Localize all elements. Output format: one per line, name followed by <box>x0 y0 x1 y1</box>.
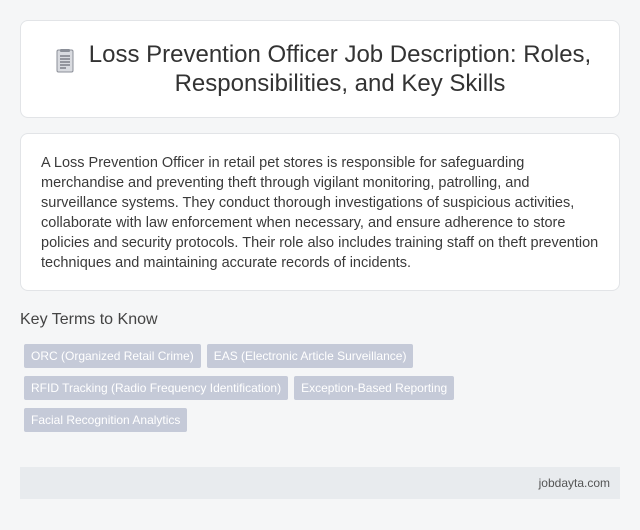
key-term-tag: ORC (Organized Retail Crime) <box>24 344 201 368</box>
document-icon <box>54 48 76 74</box>
title-card <box>20 20 620 118</box>
page-title: Loss Prevention Officer Job Description: Roles, Responsibilities, and Key Skills <box>88 41 592 97</box>
description-card <box>20 133 620 291</box>
footer-site-link[interactable]: jobdayta.com <box>538 476 610 490</box>
key-term-tag: EAS (Electronic Article Surveillance) <box>207 344 414 368</box>
key-term-tag: Facial Recognition Analytics <box>24 408 187 432</box>
key-terms-list <box>24 344 564 432</box>
description-text: A Loss Prevention Officer in retail pet stores is responsible for safeguarding merchandise and preventing theft through vigilant monitoring, patrolling, and surveillance systems. They conduct thorough investigations of suspicious activities, collaborate with law enforcement when necessary, and ensure adherence to store policies and security protocols. Their role also includes training staff on theft prevention techniques and maintaining accurate records of incidents. <box>41 155 599 271</box>
key-term-tag: RFID Tracking (Radio Frequency Identification) <box>24 376 288 400</box>
key-terms-heading: Key Terms to Know <box>20 311 158 328</box>
footer-bar <box>20 467 620 499</box>
key-term-tag: Exception-Based Reporting <box>294 376 454 400</box>
